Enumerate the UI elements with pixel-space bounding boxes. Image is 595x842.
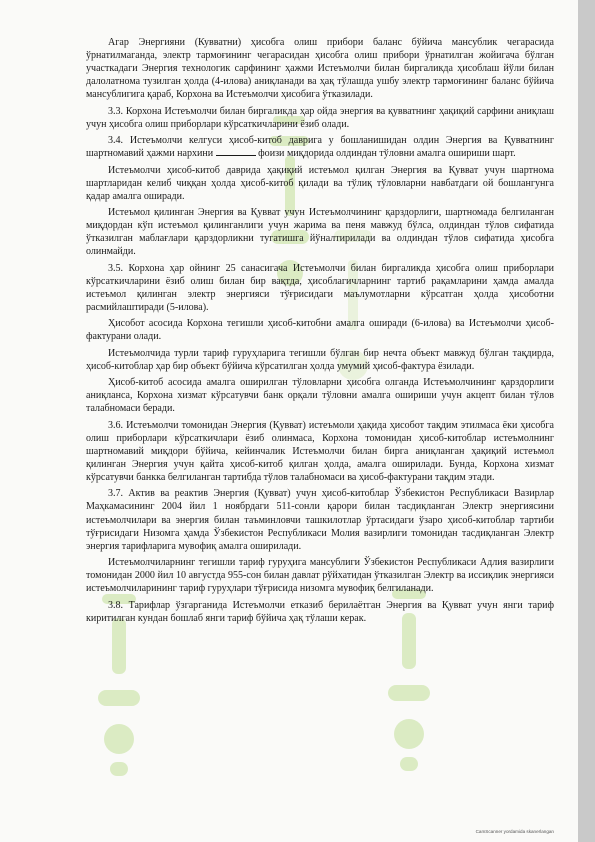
paragraph: Ҳисобот асосида Корхона тегишли ҳисоб-китобни амалга оширади (6-илова) ва Истеъмолчи ҳисоб-фактурани олади. <box>86 318 554 343</box>
paragraph-prepayment <box>86 134 554 160</box>
paragraph: Истеъмолчиларнинг тегишли тариф гуруҳига мансублиги Ўзбекистон Республикаси Адлия вазирлиги томонидан 2000 йил 10 августда 955-сон билан давлат рўйхатидан ўтказилган Электр ва иссиқлик энергияси истеъмолчиларининг тариф гуруҳлари тўғрисида низомга мувофиқ белгиланади. <box>86 557 554 595</box>
paragraph-prepayment-start: 3.4. Истеъмолчи келгуси ҳисоб-китоб даврига у бошланишидан олдин Энергия ва Қувватнинг шартномавий ҳажми нархини <box>86 135 554 160</box>
paragraph: 3.7. Актив ва реактив Энергия (Қувват) учун ҳисоб-китоблар Ўзбекистон Республикаси Вазирлар Маҳкамасининг 2004 йил 1 ноябрдаги 511-сонли қарори билан тасдиқланган Электр энергиясини истеъмолчилари ва энергия билан таъминловчи ташкилотлар ўртасидаги ўзаро ҳисоб-китоблар тартиби тўғрисидаги Низомга ҳамда Ўзбекистон Республикаси Молия вазирлиги томонидан тасдиқланган Электр энергия тарифларига мувофиқ амалга оширилади. <box>86 488 554 552</box>
paragraph-prepayment-end: фоизи миқдорида олдиндан тўловни амалга ошириши шарт. <box>258 148 516 160</box>
paragraph: Агар Энергияни (Кувватни) ҳисобга олиш прибори баланс бўйича мансублик чегарасида ўрнатилмаганда, электр тармоғининг чегарасидан ҳисобга олиш прибори ўрнатилган жойигача бўлган участкадаги Энергия технологик сарфининг ҳажми Истеъмолчи билан биргаликда ҳисоблаш йўли билан далолатнома тузилган ҳолда (4-илова) аниқланади ва ҳақ тўлашда ушбу электр тармоғининг баланс бўйича мансублигига қараб, Корхона ва Истеъмолчи ҳисобига ўтказилади. <box>86 37 554 101</box>
paragraph: 3.3. Корхона Истеъмолчи билан биргаликда ҳар ойда энергия ва қувватнинг ҳақиқий сарфини аниқлаш учун ҳисобга олиш приборлари кўрсаткичларини ёзиб олади. <box>86 105 554 130</box>
document-body <box>86 36 554 628</box>
paragraph: 3.5. Корхона ҳар ойнинг 25 санасигача Истеъмолчи билан биргаликда ҳисобга олиш приборлари кўрсаткичларини ёзиб олиш билан бир вақтда, ҳисоблагичларнинг тартиб рақамларини ҳамда амалда истеъмол қилинган электр энергияси тўғрисидаги маълумотларни кўрсатган ҳолда ҳисоботни расмийлаштиради (5-илова). <box>86 262 554 313</box>
paragraph: Истеъмолчи ҳисоб-китоб даврида ҳақиқий истеъмол қилган Энергия ва Қувват учун шартнома шартларидан келиб чиққан ҳолда ҳисоб-китоб қилади ва тўлиқ тўловларни навбатдаги ой бошлангунга қадар амалга оширади. <box>86 164 554 202</box>
paragraph: Истеъмол қилинган Энергия ва Қувват учун Истеъмолчининг қарздорлиги, шартномада белгиланган миқдордан кўп истеъмол қилинганлиги учун жарима ва пеня мавжуд бўлса, олдиндан тўлов сифатида ўтказилган маблағлари қарздорликни тугатишга йўналтирилади ва олдиндан тўлов сифатида ҳисобга олинмайди. <box>86 207 554 258</box>
scan-note: CamScanner yordamida skanerlangan <box>475 829 554 834</box>
paragraph: Истеъмолчида турли тариф гуруҳларига тегишли бўлган бир нечта объект мавжуд бўлган тақдирда, ҳисоб-китоблар ҳар бир объект бўйича кўрсатилган ҳолда умумий ҳисоб-фактура ёзилади. <box>86 347 554 372</box>
blank-percentage-field <box>216 147 256 156</box>
paragraph: 3.6. Истеъмолчи томонидан Энергия (Қувват) истеъмоли ҳақида ҳисобот тақдим этилмаса ёки ҳисобга олиш приборлари кўрсаткичлари ёзиб олинмаса, Корхона томонидан ҳисоб-китоблар истеъмолнинг шартномавий миқдори бўйича, кейинчалик Истеъмолчи билан бирга аниқланган ҳақиқий истеъмол қилинган Энергия учун қайта ҳисоб-китоб қилган ҳолда, амалга оширилади. Бунда, Корхона хизмат кўрсатувчи банкка белгиланган тартибда тўлов талабномаси ва ҳисоб-фактурани тақдим этади. <box>86 419 554 483</box>
paragraph: Ҳисоб-китоб асосида амалга оширилган тўловларни ҳисобга олганда Истеъмолчининг қарздорлиги аниқланса, Корхона хизмат кўрсатувчи банк орқали тўловни амалга ошириши учун акцепт билан тўлов талабномаси беради. <box>86 377 554 415</box>
paragraph: 3.8. Тарифлар ўзгарганида Истеъмолчи етказиб берилаётган Энергия ва Қувват учун янги тариф киритилган кундан бошлаб янги тариф бўйича ҳақ тўлаши керак. <box>86 599 554 624</box>
